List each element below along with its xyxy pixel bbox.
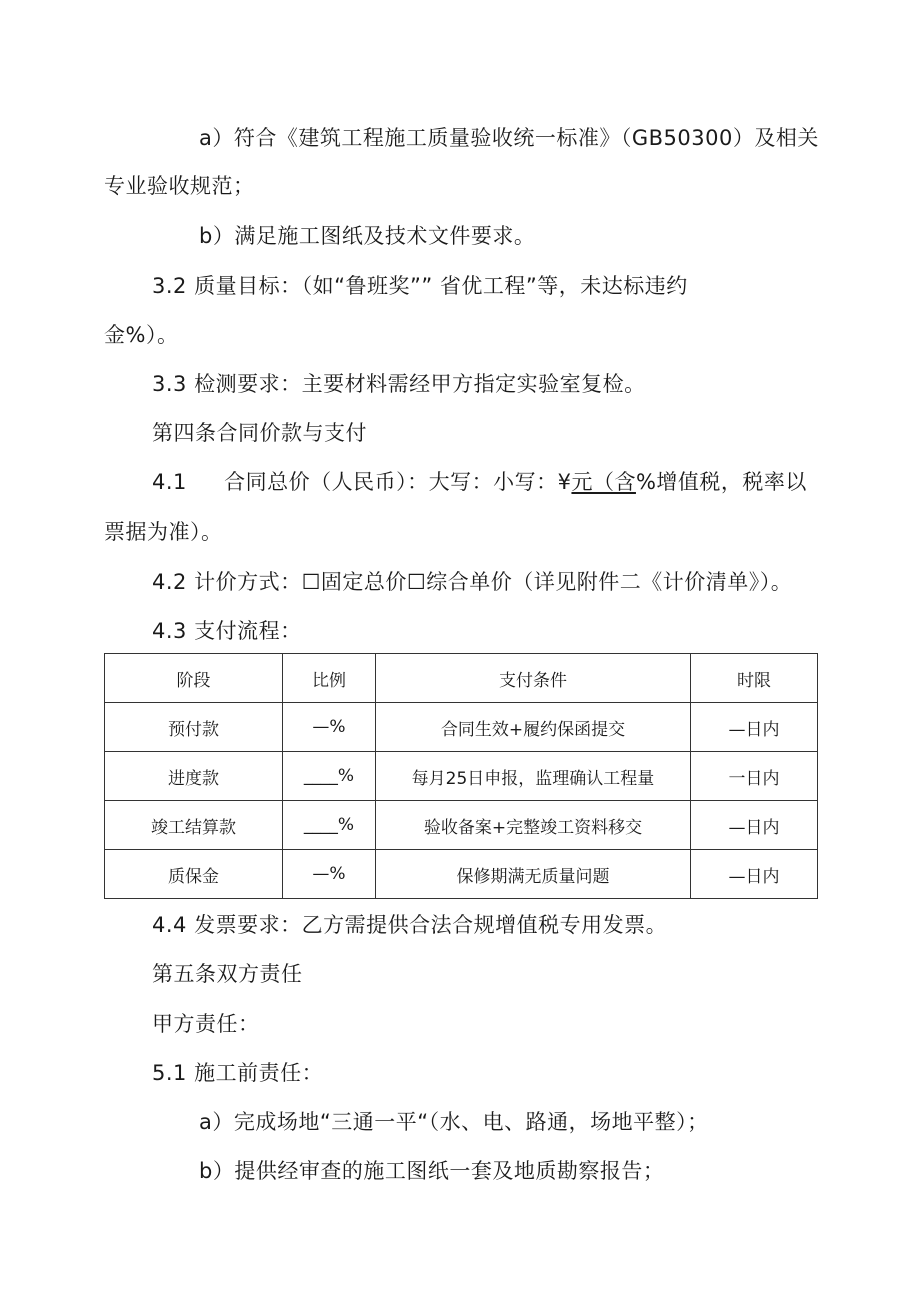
header-ratio: 比例 — [283, 654, 376, 703]
clause-4-4: 4.4 发票要求：乙方需提供合法合规增值税专用发票。 — [152, 913, 668, 937]
cell-stage: 预付款 — [105, 703, 283, 752]
clause-3-1-a: a）符合《建筑工程施工质量验收统一标准》（GB50300）及相关 — [199, 126, 819, 150]
cell-stage: 质保金 — [105, 850, 283, 899]
article-4-heading: 第四条合同价款与支付 — [152, 421, 367, 445]
clause-5-1: 5.1 施工前责任： — [152, 1061, 324, 1085]
header-condition: 支付条件 — [376, 654, 691, 703]
cell-deadline: —日内 — [691, 801, 818, 850]
clause-4-1-text: 合同总价（人民币）：大写：小写：¥ — [224, 470, 572, 494]
clause-3-1-b: b）满足施工图纸及技术文件要求。 — [199, 224, 536, 248]
clause-4-3: 4.3 支付流程： — [152, 619, 302, 643]
header-stage: 阶段 — [105, 654, 283, 703]
cell-stage: 进度款 — [105, 752, 283, 801]
cell-ratio: —% — [283, 703, 376, 752]
clause-3-3: 3.3 检测要求：主要材料需经甲方指定实验室复检。 — [152, 372, 646, 396]
cell-ratio: —% — [283, 850, 376, 899]
article-5-heading: 第五条双方责任 — [152, 962, 303, 986]
cell-ratio: ____% — [283, 801, 376, 850]
cell-deadline: —日内 — [691, 850, 818, 899]
clause-4-1-tail: %增值税，税率以 — [635, 470, 807, 494]
cell-ratio: ____% — [283, 752, 376, 801]
clause-4-1-underlined: 元（含 — [571, 470, 636, 494]
table-row — [105, 850, 818, 899]
cell-stage: 竣工结算款 — [105, 801, 283, 850]
cell-deadline: —日内 — [691, 703, 818, 752]
clause-5-1-b: b）提供经审查的施工图纸一套及地质勘察报告； — [199, 1159, 665, 1183]
cell-deadline: 一日内 — [691, 752, 818, 801]
clause-4-1-number: 4.1 — [152, 470, 187, 494]
clause-4-2: 4.2 计价方式：☐固定总价☐综合单价（详见附件二《计价清单》）。 — [152, 570, 793, 594]
cell-condition: 保修期满无质量问题 — [376, 850, 691, 899]
clause-3-2-cont: 金%）。 — [104, 323, 179, 347]
clause-4-1 — [152, 468, 807, 496]
payment-table — [104, 653, 818, 899]
cell-condition: 每月25日申报，监理确认工程量 — [376, 752, 691, 801]
header-deadline: 时限 — [691, 654, 818, 703]
cell-condition: 验收备案+完整竣工资料移交 — [376, 801, 691, 850]
clause-5-1-a: a）完成场地“三通一平“（水、电、路通，场地平整）； — [199, 1110, 709, 1134]
table-header-row — [105, 654, 818, 703]
table-row — [105, 703, 818, 752]
party-a-heading: 甲方责任： — [152, 1012, 260, 1036]
clause-3-2: 3.2 质量目标：（如“鲁班奖”” 省优工程”等，未达标违约 — [152, 274, 688, 298]
clause-4-1-cont: 票据为准）。 — [104, 520, 223, 544]
table-row — [105, 801, 818, 850]
table-row — [105, 752, 818, 801]
clause-3-1-a-cont: 专业验收规范； — [104, 174, 255, 198]
cell-condition: 合同生效+履约保函提交 — [376, 703, 691, 752]
